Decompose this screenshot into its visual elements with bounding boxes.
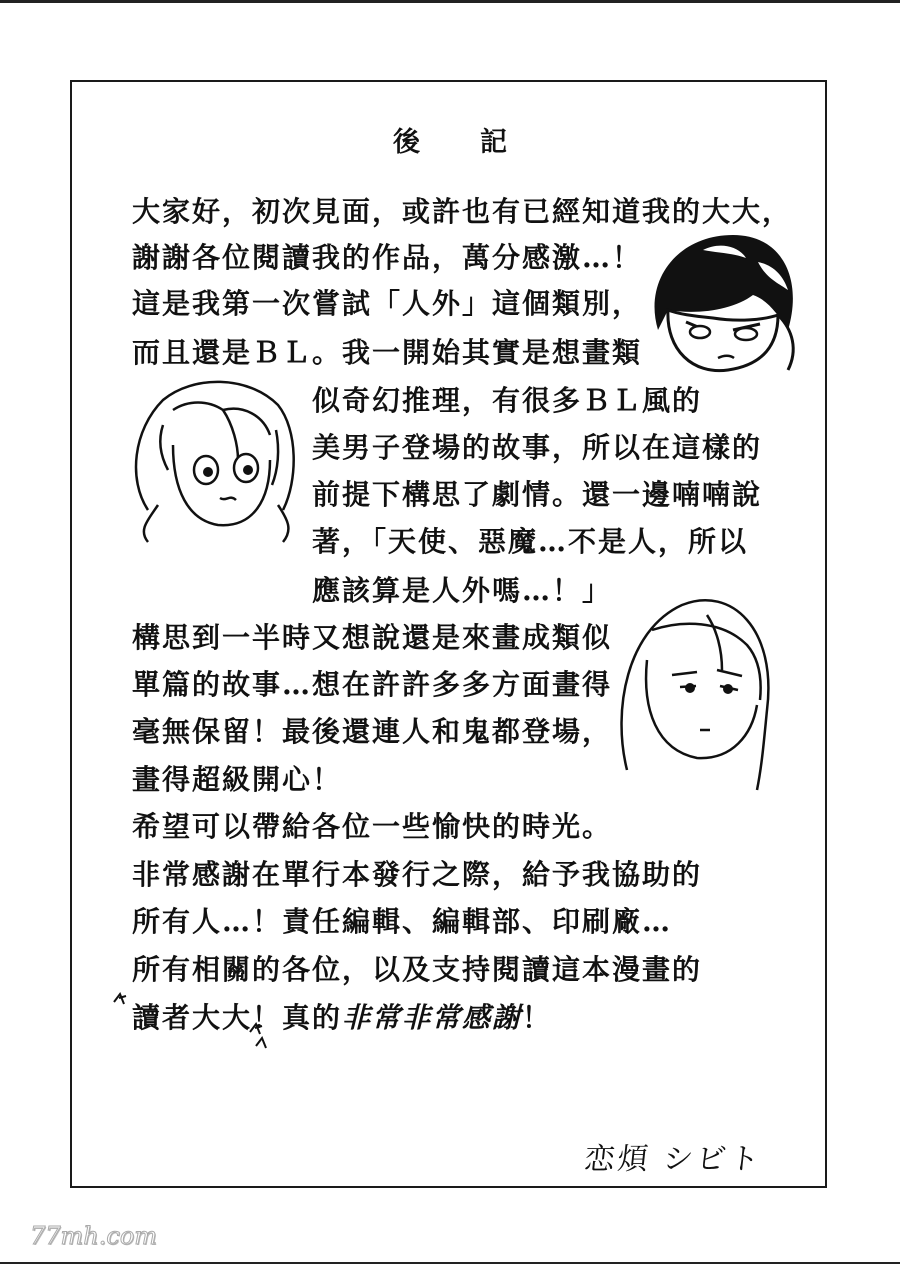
final-line-start: 讀者大大！真的 bbox=[132, 1001, 343, 1034]
author-signature: 恋煩 シビト bbox=[582, 1142, 765, 1177]
text-line: 單篇的故事…想在許許多多方面畫得 bbox=[132, 668, 613, 701]
black-haired-face-drawing bbox=[638, 220, 808, 390]
bottom-rule bbox=[0, 1262, 900, 1264]
text-line: 而且還是ＢＬ。我一開始其實是想畫類 bbox=[132, 336, 643, 369]
text-line: 所有相關的各位，以及支持閱讀這本漫畫的 bbox=[132, 953, 703, 986]
emphasis-text: 非常非常感謝 bbox=[342, 1001, 523, 1034]
text-line: 前提下構思了劇情。還一邊喃喃說 bbox=[312, 478, 763, 511]
text-line: 美男子登場的故事，所以在這樣的 bbox=[312, 431, 763, 464]
text-line: 毫無保留！最後還連人和鬼都登場， bbox=[132, 715, 613, 748]
text-line: 應該算是人外嗎…！」 bbox=[312, 574, 613, 607]
sparkle-marks bbox=[110, 990, 270, 1060]
text-line: 謝謝各位閱讀我的作品，萬分感激…！ bbox=[132, 241, 643, 274]
text-line: 大家好，初次見面，或許也有已經知道我的大大， bbox=[132, 195, 793, 228]
page-title: 後記 bbox=[393, 127, 567, 158]
text-line: 這是我第一次嘗試「人外」這個類別， bbox=[132, 287, 643, 320]
final-line-end: ！ bbox=[522, 1001, 553, 1034]
text-line: 構思到一半時又想說還是來畫成類似 bbox=[132, 621, 613, 654]
text-line: 非常感謝在單行本發行之際，給予我協助的 bbox=[132, 858, 703, 891]
wavy-haired-face-drawing bbox=[118, 370, 308, 550]
text-line: 似奇幻推理，有很多ＢＬ風的 bbox=[312, 384, 703, 417]
text-line: 畫得超級開心！ bbox=[132, 763, 343, 796]
text-line: 所有人…！責任編輯、編輯部、印刷廠… bbox=[132, 905, 673, 938]
top-rule bbox=[0, 0, 900, 3]
long-haired-face-drawing bbox=[612, 590, 782, 800]
text-line: 著，「天使、惡魔…不是人，所以 bbox=[312, 525, 749, 558]
site-watermark: 77mh.com bbox=[30, 1222, 158, 1250]
text-line: 希望可以帶給各位一些愉快的時光。 bbox=[132, 810, 613, 843]
